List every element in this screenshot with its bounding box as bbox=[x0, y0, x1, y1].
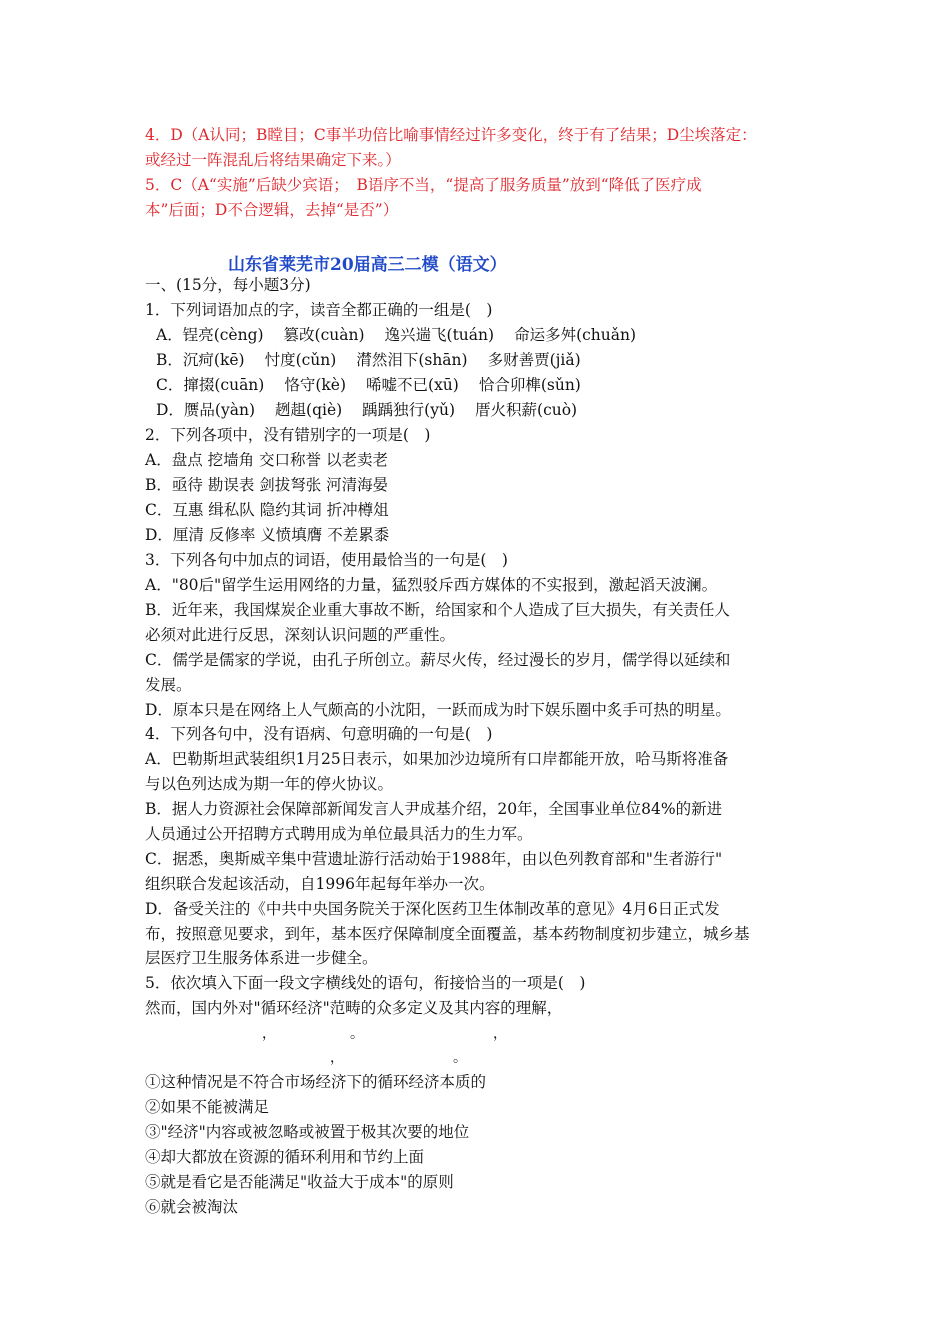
q2-option-d: D．厘清 反修率 义愤填膺 不差累黍 bbox=[145, 526, 390, 544]
q5-item-3: ③"经济"内容或被忽略或被置于极其次要的地位 bbox=[145, 1123, 470, 1141]
blank-punctuation: ， bbox=[493, 1026, 507, 1042]
q2-stem: 2．下列各项中，没有错别字的一项是( ) bbox=[145, 426, 431, 444]
blank-punctuation: 。 bbox=[453, 1050, 467, 1066]
q1-a-word-1: A．锃亮(cèng) bbox=[156, 326, 264, 344]
answer-4 bbox=[145, 123, 825, 173]
q4-stem: 4．下列各句中，没有语病、句意明确的一句是( ) bbox=[145, 725, 493, 743]
q1-c-word-1: C．撺掇(cuān) bbox=[156, 376, 265, 394]
q3-line: 必须对此进行反思，深刻认识问题的严重性。 bbox=[145, 626, 456, 644]
blank-punctuation: ， bbox=[262, 1026, 276, 1042]
q1-d-word-4: 厝火积薪(cuò) bbox=[475, 401, 578, 419]
q4-line: D．备受关注的《中共中央国务院关于深化医药卫生体制改革的意见》4月6日正式发 bbox=[145, 900, 720, 918]
q1-a-word-3: 逸兴遄飞(tuán) bbox=[384, 326, 495, 344]
exam-title: 山东省莱芜市20届高三二模（语文） bbox=[228, 255, 507, 275]
q2-option-a: A．盘点 挖墙角 交口称誉 以老卖老 bbox=[145, 451, 388, 469]
q4-line: 组织联合发起该活动，自1996年起每年举办一次。 bbox=[145, 875, 495, 893]
q1-option-c bbox=[156, 373, 581, 398]
q1-b-word-4: 多财善贾(jiǎ) bbox=[487, 351, 581, 369]
q3-stem: 3．下列各句中加点的词语，使用最恰当的一句是( ) bbox=[145, 551, 508, 569]
q5-item-2: ②如果不能被满足 bbox=[145, 1098, 270, 1116]
q4-line: 布，按照意见要求，到年，基本医疗保障制度全面覆盖，基本药物制度初步建立，城乡基 bbox=[145, 925, 750, 943]
q5-item-6: ⑥就会被淘汰 bbox=[145, 1198, 239, 1216]
answer-5-line-2: 本”后面；D不合逻辑，去掉“是否”） bbox=[145, 201, 399, 219]
q4-line: 与以色列达成为期一年的停火协议。 bbox=[145, 775, 394, 793]
q3-line: C．儒学是儒家的学说，由孔子所创立。薪尽火传，经过漫长的岁月，儒学得以延续和 bbox=[145, 651, 731, 669]
q1-b-word-2: 忖度(cǔn) bbox=[264, 351, 337, 369]
q1-c-word-2: 恪守(kè) bbox=[284, 376, 347, 394]
q5-item-5: ⑤就是看它是否能满足"收益大于成本"的原则 bbox=[145, 1173, 454, 1191]
q3-line: A．"80后"留学生运用网络的力量，猛烈驳斥西方媒体的不实报到，激起滔天波澜。 bbox=[145, 576, 718, 594]
q4-line: 层医疗卫生服务体系进一步健全。 bbox=[145, 949, 378, 967]
section-heading: 一、(15分，每小题3分) bbox=[145, 276, 311, 294]
q1-a-word-4: 命运多舛(chuǎn) bbox=[514, 326, 637, 344]
q1-d-word-2: 趔趄(qiè) bbox=[275, 401, 343, 419]
q4-line: C．据悉，奥斯威辛集中营遗址游行活动始于1988年，由以色列教育部和"生者游行" bbox=[145, 850, 723, 868]
q1-c-word-3: 唏嘘不已(xū) bbox=[366, 376, 459, 394]
q3-line: 发展。 bbox=[145, 676, 192, 694]
q1-b-word-3: 潸然泪下(shān) bbox=[356, 351, 468, 369]
answer-4-line-1: 4．D（A认同；B瞠目；C事半功倍比喻事情经过许多变化，终于有了结果；D尘埃落定： bbox=[145, 126, 757, 144]
q1-a-word-2: 篡改(cuàn) bbox=[283, 326, 365, 344]
q4-line: B．据人力资源社会保障部新闻发言人尹成基介绍，20年，全国事业单位84%的新进 bbox=[145, 800, 723, 818]
q5-item-1: ①这种情况是不符合市场经济下的循环经济本质的 bbox=[145, 1073, 487, 1091]
answer-5 bbox=[145, 173, 825, 223]
q1-d-word-1: D．赝品(yàn) bbox=[156, 401, 256, 419]
answer-5-line-1: 5．C（A“实施”后缺少宾语； B语序不当，“提高了服务质量”放到“降低了医疗成 bbox=[145, 176, 702, 194]
q1-option-a bbox=[156, 323, 636, 348]
q3-line: D．原本只是在网络上人气颇高的小沈阳，一跃而成为时下娱乐圈中炙手可热的明星。 bbox=[145, 701, 731, 719]
q5-item-4: ④却大都放在资源的循环利用和节约上面 bbox=[145, 1148, 425, 1166]
q1-option-b bbox=[156, 348, 581, 373]
q5-stem: 5．依次填入下面一段文字横线处的语句，衔接恰当的一项是( ) bbox=[145, 974, 586, 992]
q1-option-d bbox=[156, 398, 577, 423]
q5-passage: 然而，国内外对"循环经济"范畴的众多定义及其内容的理解， bbox=[145, 999, 563, 1017]
q1-d-word-3: 踽踽独行(yǔ) bbox=[362, 401, 456, 419]
q4-line: 人员通过公开招聘方式聘用成为单位最具活力的生力军。 bbox=[145, 825, 533, 843]
q1-c-word-4: 恰合卯榫(sǔn) bbox=[478, 376, 581, 394]
blank-punctuation: 。 bbox=[350, 1026, 364, 1042]
q3-line: B．近年来，我国煤炭企业重大事故不断，给国家和个人造成了巨大损失，有关责任人 bbox=[145, 601, 730, 619]
blank-punctuation: ， bbox=[330, 1050, 344, 1066]
q2-option-c: C．互惠 缉私队 隐约其词 折冲樽俎 bbox=[145, 501, 389, 519]
answer-4-line-2: 或经过一阵混乱后将结果确定下来。） bbox=[145, 151, 401, 169]
q1-b-word-1: B．沉疴(kē) bbox=[156, 351, 245, 369]
q2-option-b: B．亟待 勘误表 剑拔弩张 河清海晏 bbox=[145, 476, 389, 494]
q1-stem: 1．下列词语加点的字，读音全都正确的一组是( ) bbox=[145, 301, 493, 319]
q4-line: A．巴勒斯坦武装组织1月25日表示，如果加沙边境所有口岸都能开放，哈马斯将准备 bbox=[145, 750, 729, 768]
